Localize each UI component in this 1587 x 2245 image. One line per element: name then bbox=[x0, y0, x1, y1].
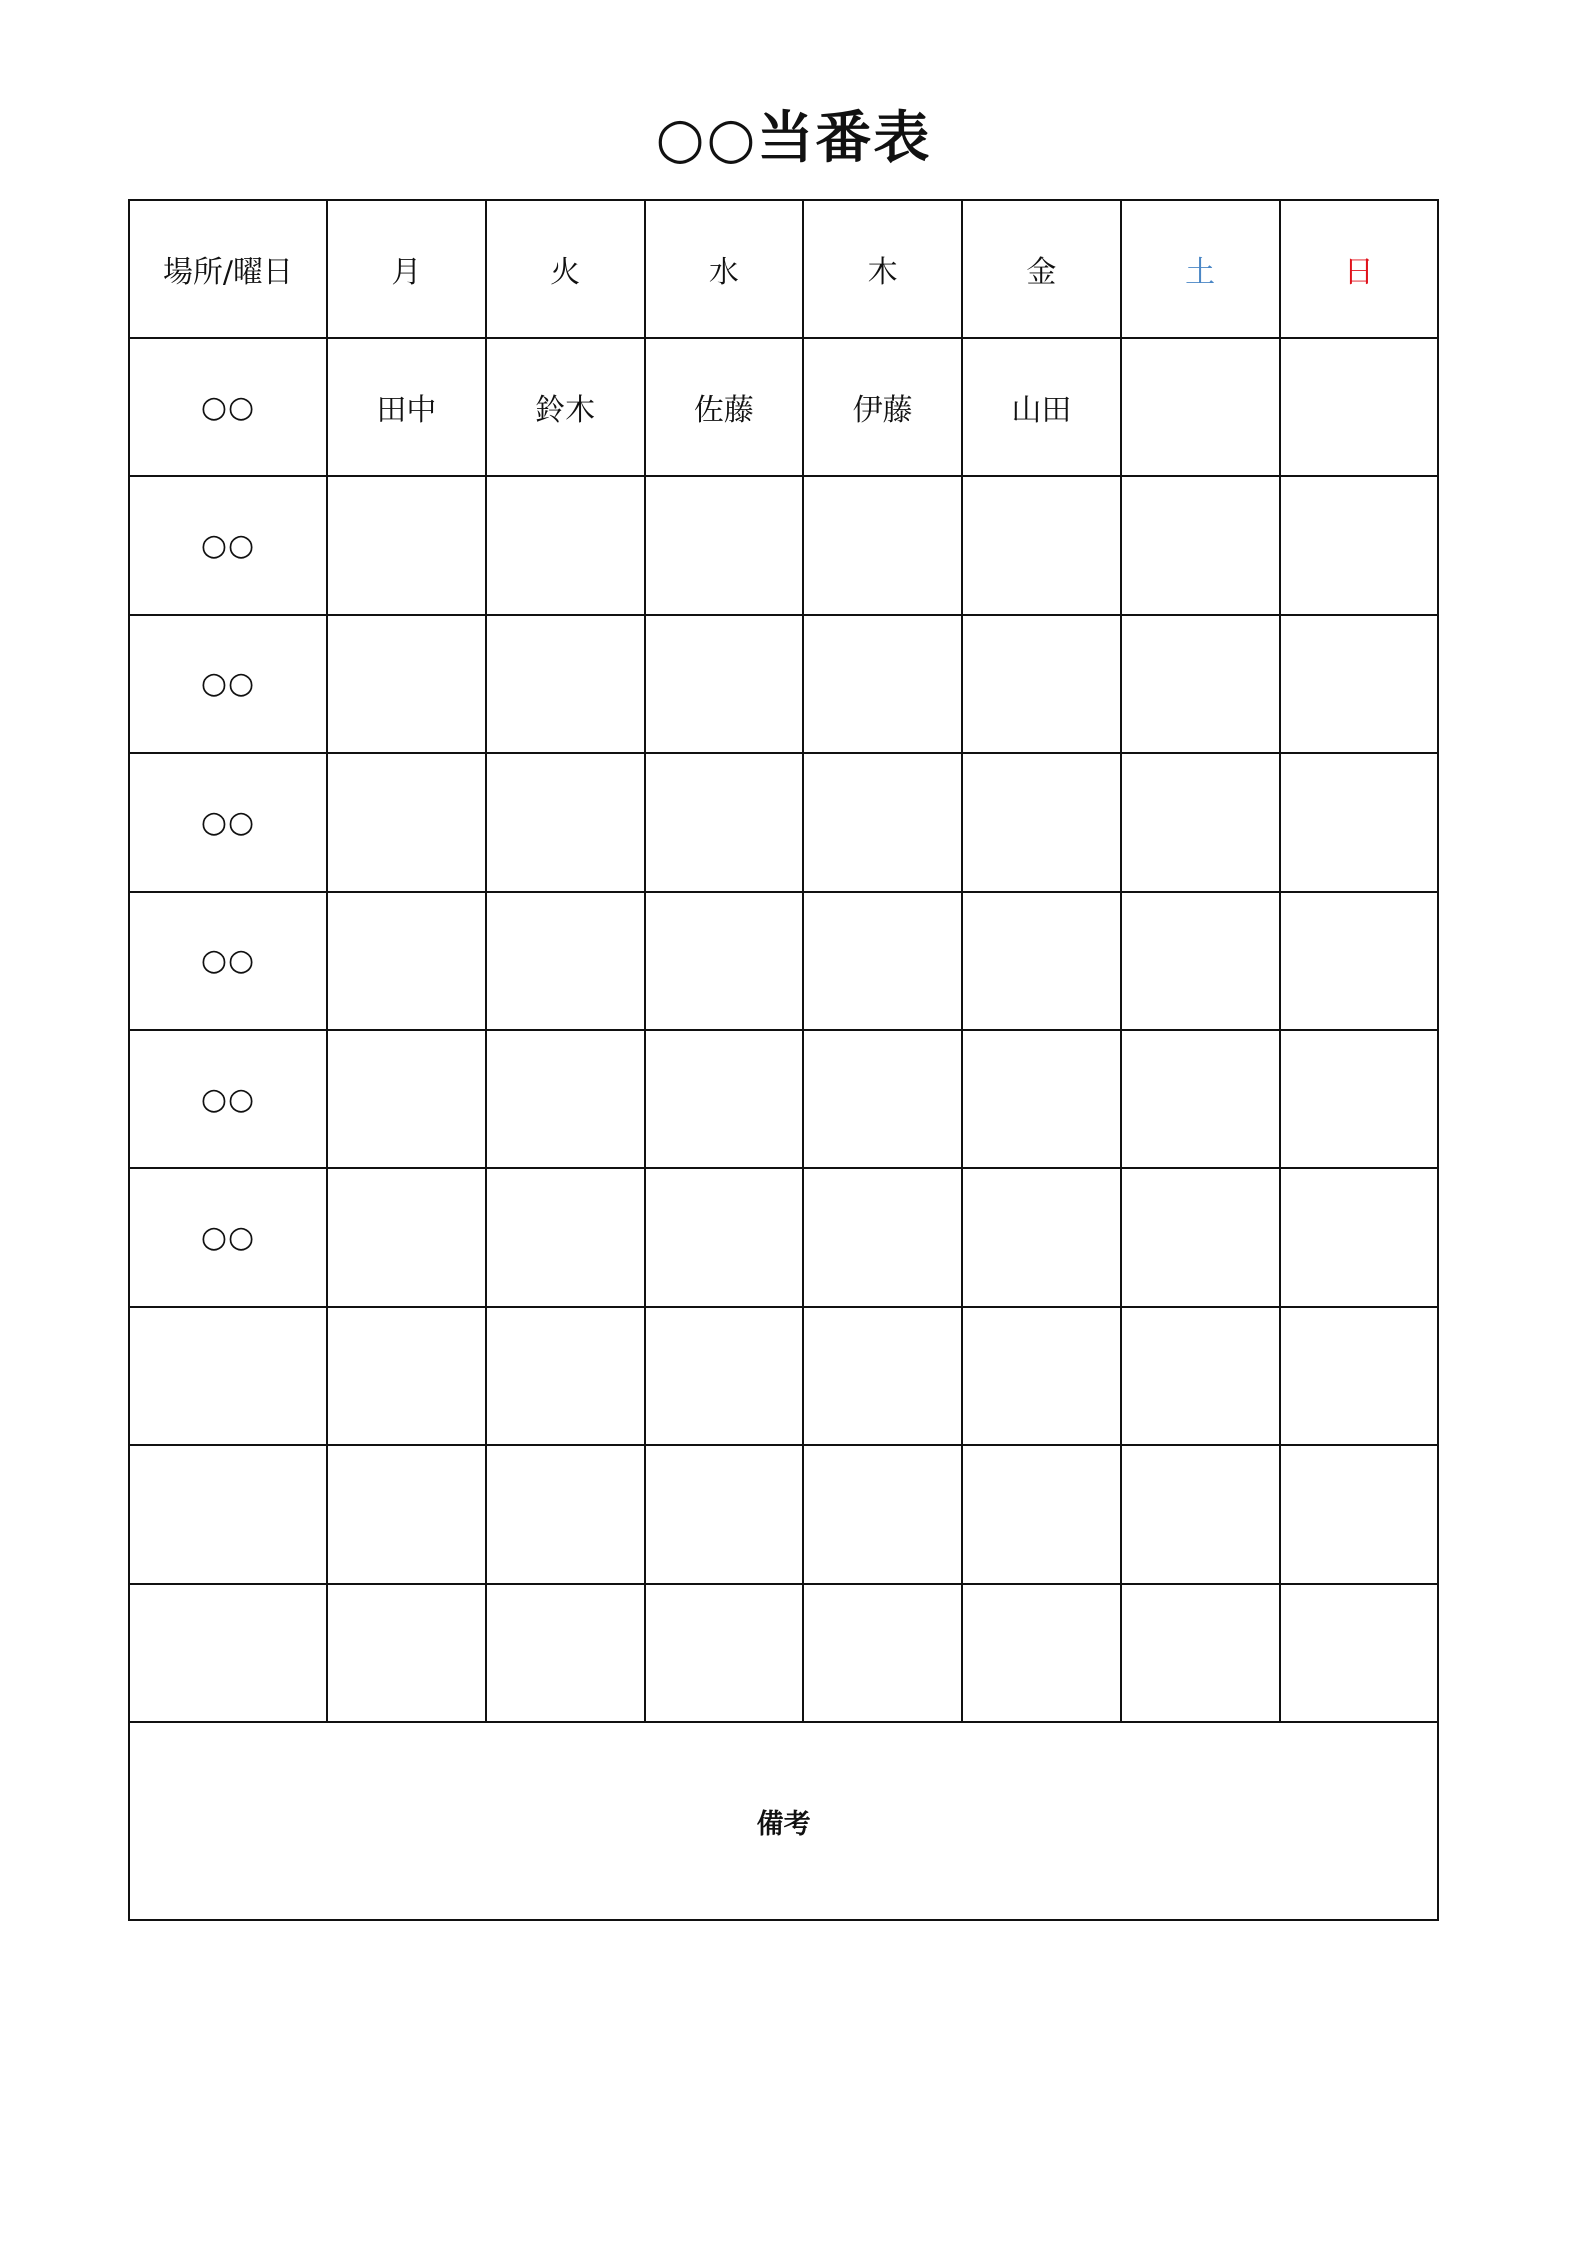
duty-cell-wed[interactable] bbox=[645, 1307, 804, 1445]
duty-cell-tue[interactable] bbox=[486, 1584, 645, 1722]
duty-cell-thu[interactable] bbox=[803, 892, 962, 1030]
duty-cell-sun[interactable] bbox=[1280, 753, 1439, 891]
duty-cell-tue[interactable] bbox=[486, 1445, 645, 1583]
page-title: ○○当番表 bbox=[655, 105, 932, 171]
duty-cell-wed[interactable] bbox=[645, 476, 804, 614]
duty-cell-sun[interactable] bbox=[1280, 1445, 1439, 1583]
duty-cell-sat[interactable] bbox=[1121, 1168, 1280, 1306]
place-cell[interactable] bbox=[129, 1307, 327, 1445]
duty-cell-thu[interactable] bbox=[803, 1584, 962, 1722]
place-cell[interactable]: ○○ bbox=[129, 338, 327, 476]
place-day-header: 場所/曜日 bbox=[129, 200, 327, 338]
duty-cell-mon[interactable] bbox=[327, 1030, 486, 1168]
day-header-mon: 月 bbox=[327, 200, 486, 338]
duty-cell-mon[interactable] bbox=[327, 1168, 486, 1306]
duty-cell-thu[interactable] bbox=[803, 476, 962, 614]
duty-cell-sat[interactable] bbox=[1121, 476, 1280, 614]
duty-cell-fri[interactable] bbox=[962, 1307, 1121, 1445]
place-cell[interactable] bbox=[129, 1584, 327, 1722]
duty-cell-sat[interactable] bbox=[1121, 1030, 1280, 1168]
duty-cell-sun[interactable] bbox=[1280, 1168, 1439, 1306]
duty-table-body bbox=[129, 338, 1438, 1722]
duty-cell-thu[interactable] bbox=[803, 1030, 962, 1168]
duty-cell-fri[interactable] bbox=[962, 1168, 1121, 1306]
place-cell[interactable]: ○○ bbox=[129, 476, 327, 614]
place-cell[interactable]: ○○ bbox=[129, 1168, 327, 1306]
duty-cell-thu[interactable] bbox=[803, 1168, 962, 1306]
duty-cell-mon[interactable] bbox=[327, 615, 486, 753]
duty-cell-thu[interactable] bbox=[803, 615, 962, 753]
day-header-wed: 水 bbox=[645, 200, 804, 338]
duty-cell-fri[interactable] bbox=[962, 753, 1121, 891]
duty-cell-sun[interactable] bbox=[1280, 892, 1439, 1030]
duty-cell-mon[interactable] bbox=[327, 892, 486, 1030]
duty-cell-mon[interactable] bbox=[327, 1307, 486, 1445]
duty-cell-wed[interactable] bbox=[645, 1584, 804, 1722]
place-cell[interactable]: ○○ bbox=[129, 892, 327, 1030]
duty-cell-sat[interactable] bbox=[1121, 1445, 1280, 1583]
notes-cell[interactable] bbox=[129, 1722, 1438, 1920]
table-row bbox=[129, 1168, 1438, 1306]
day-header-tue: 火 bbox=[486, 200, 645, 338]
duty-cell-sat[interactable] bbox=[1121, 1584, 1280, 1722]
table-row bbox=[129, 1307, 1438, 1445]
table-row bbox=[129, 1445, 1438, 1583]
duty-cell-fri[interactable] bbox=[962, 1445, 1121, 1583]
place-cell[interactable]: ○○ bbox=[129, 753, 327, 891]
duty-cell-wed[interactable] bbox=[645, 753, 804, 891]
duty-cell-sat[interactable] bbox=[1121, 753, 1280, 891]
duty-cell-sat[interactable] bbox=[1121, 338, 1280, 476]
duty-cell-tue[interactable] bbox=[486, 892, 645, 1030]
day-header-sat: 土 bbox=[1121, 200, 1280, 338]
duty-cell-sat[interactable] bbox=[1121, 1307, 1280, 1445]
table-row bbox=[129, 1030, 1438, 1168]
duty-cell-tue[interactable] bbox=[486, 1030, 645, 1168]
duty-cell-wed[interactable] bbox=[645, 615, 804, 753]
duty-cell-wed[interactable] bbox=[645, 892, 804, 1030]
duty-cell-tue[interactable] bbox=[486, 1307, 645, 1445]
duty-cell-fri[interactable]: 山田 bbox=[962, 338, 1121, 476]
place-cell[interactable] bbox=[129, 1445, 327, 1583]
duty-cell-fri[interactable] bbox=[962, 1030, 1121, 1168]
place-cell[interactable]: ○○ bbox=[129, 615, 327, 753]
day-header-thu: 木 bbox=[803, 200, 962, 338]
duty-cell-fri[interactable] bbox=[962, 1584, 1121, 1722]
duty-cell-tue[interactable] bbox=[486, 1168, 645, 1306]
duty-cell-wed[interactable] bbox=[645, 1030, 804, 1168]
duty-cell-wed[interactable] bbox=[645, 1445, 804, 1583]
duty-cell-mon[interactable] bbox=[327, 753, 486, 891]
duty-cell-thu[interactable] bbox=[803, 1307, 962, 1445]
notes-row bbox=[129, 1722, 1438, 1920]
duty-cell-fri[interactable] bbox=[962, 476, 1121, 614]
day-header-fri: 金 bbox=[962, 200, 1121, 338]
duty-cell-mon[interactable] bbox=[327, 1445, 486, 1583]
duty-cell-fri[interactable] bbox=[962, 615, 1121, 753]
header-row bbox=[129, 200, 1438, 338]
duty-cell-tue[interactable]: 鈴木 bbox=[486, 338, 645, 476]
duty-cell-mon[interactable]: 田中 bbox=[327, 338, 486, 476]
duty-cell-wed[interactable]: 佐藤 bbox=[645, 338, 804, 476]
duty-cell-mon[interactable] bbox=[327, 1584, 486, 1722]
table-row bbox=[129, 476, 1438, 614]
duty-cell-thu[interactable]: 伊藤 bbox=[803, 338, 962, 476]
notes-label: 備考 bbox=[756, 1808, 811, 1840]
day-header-sun: 日 bbox=[1280, 200, 1439, 338]
table-row bbox=[129, 338, 1438, 476]
duty-cell-sun[interactable] bbox=[1280, 338, 1439, 476]
place-cell[interactable]: ○○ bbox=[129, 1030, 327, 1168]
duty-cell-sun[interactable] bbox=[1280, 1584, 1439, 1722]
duty-cell-sun[interactable] bbox=[1280, 615, 1439, 753]
duty-cell-sun[interactable] bbox=[1280, 1307, 1439, 1445]
table-row bbox=[129, 1584, 1438, 1722]
table-row bbox=[129, 892, 1438, 1030]
duty-cell-sat[interactable] bbox=[1121, 615, 1280, 753]
table-row bbox=[129, 753, 1438, 891]
duty-cell-sun[interactable] bbox=[1280, 1030, 1439, 1168]
duty-cell-thu[interactable] bbox=[803, 1445, 962, 1583]
duty-cell-tue[interactable] bbox=[486, 476, 645, 614]
duty-cell-tue[interactable] bbox=[486, 753, 645, 891]
duty-cell-thu[interactable] bbox=[803, 753, 962, 891]
duty-cell-sat[interactable] bbox=[1121, 892, 1280, 1030]
duty-cell-fri[interactable] bbox=[962, 892, 1121, 1030]
duty-cell-mon[interactable] bbox=[327, 476, 486, 614]
table-row bbox=[129, 615, 1438, 753]
duty-table bbox=[128, 199, 1439, 1921]
duty-cell-sun[interactable] bbox=[1280, 476, 1439, 614]
duty-cell-wed[interactable] bbox=[645, 1168, 804, 1306]
duty-cell-tue[interactable] bbox=[486, 615, 645, 753]
